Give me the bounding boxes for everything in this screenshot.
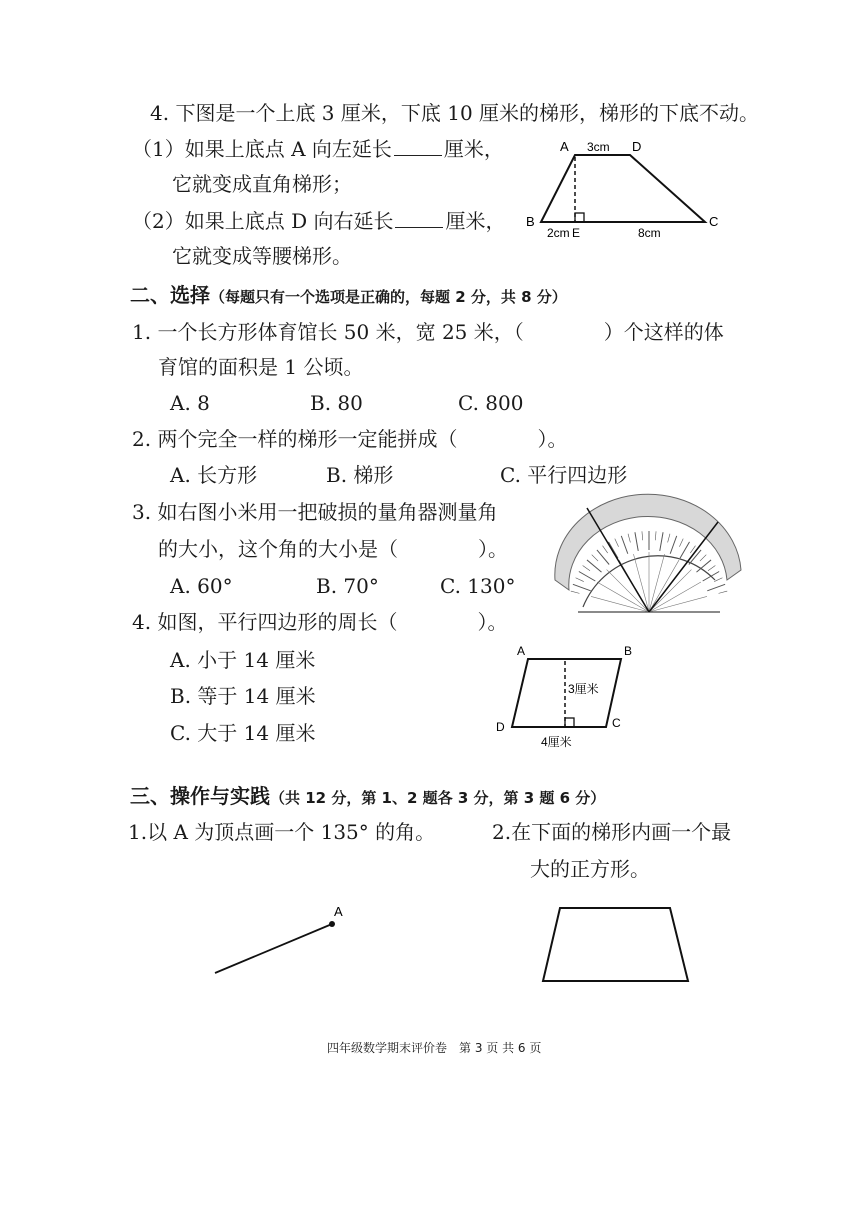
s2-q4-line1: 4. 如图，平行四边形的周长（ ）。 bbox=[132, 610, 508, 634]
s2-q2-opt-b[interactable]: B. 梯形 bbox=[326, 463, 394, 487]
label-A: A bbox=[560, 139, 569, 154]
s2-q1-line1: 1. 一个长方形体育馆长 50 米，宽 25 米，（ ）个这样的体 bbox=[132, 320, 724, 344]
angle-base-ray bbox=[215, 924, 332, 973]
s2-q4-opt-a[interactable]: A. 小于 14 厘米 bbox=[170, 648, 316, 672]
label-point-A: A bbox=[334, 904, 343, 919]
s2-q2-line1: 2. 两个完全一样的梯形一定能拼成（ ）。 bbox=[132, 427, 568, 451]
q4-part2-cont: 它就变成等腰梯形。 bbox=[172, 244, 352, 268]
q4-part1-text: （1）如果上底点 A 向左延长 bbox=[132, 137, 392, 161]
q4-part2-unit: 厘米， bbox=[445, 209, 506, 233]
s2-q3-opt-b[interactable]: B. 70° bbox=[316, 574, 379, 598]
label-B: B bbox=[526, 214, 535, 229]
s2-q3-opt-a[interactable]: A. 60° bbox=[170, 574, 233, 598]
s2-q1-line2: 育馆的面积是 1 公顷。 bbox=[158, 355, 364, 379]
q4-part1-cont: 它就变成直角梯形； bbox=[172, 172, 352, 196]
s2-q3-opt-c[interactable]: C. 130° bbox=[440, 574, 516, 598]
point-A[interactable] bbox=[329, 921, 335, 927]
s2-q3-line1: 3. 如右图小米用一把破损的量角器测量角 bbox=[132, 500, 498, 524]
s2-q1-opt-a[interactable]: A. 8 bbox=[170, 391, 210, 415]
label-D: D bbox=[632, 139, 642, 154]
label-pA: A bbox=[517, 644, 526, 658]
s2-q4-opt-b[interactable]: B. 等于 14 厘米 bbox=[170, 684, 316, 708]
section3-title: 三、操作与实践 bbox=[130, 784, 270, 808]
label-pD: D bbox=[496, 720, 505, 734]
s3-q2-line2: 大的正方形。 bbox=[530, 857, 650, 881]
trapezoid-drawing-area[interactable] bbox=[543, 908, 688, 981]
s3-q1: 1.以 A 为顶点画一个 135° 的角。 bbox=[128, 820, 436, 844]
label-pB: B bbox=[624, 644, 633, 658]
s2-q2-opt-c[interactable]: C. 平行四边形 bbox=[500, 463, 628, 487]
s2-q1-opt-b[interactable]: B. 80 bbox=[310, 391, 363, 415]
section2-note: （每题只有一个选项是正确的，每题 2 分，共 8 分） bbox=[210, 288, 567, 306]
label-height: 3厘米 bbox=[568, 682, 599, 696]
section2-title: 二、选择 bbox=[130, 283, 210, 307]
s2-q2-opt-a[interactable]: A. 长方形 bbox=[170, 463, 258, 487]
s2-q4-opt-c[interactable]: C. 大于 14 厘米 bbox=[170, 721, 316, 745]
label-3cm: 3cm bbox=[587, 140, 610, 154]
s2-q1-opt-c[interactable]: C. 800 bbox=[458, 391, 524, 415]
s2-q3-line2: 的大小，这个角的大小是（ ）。 bbox=[158, 537, 508, 561]
q4-part2-text: （2）如果上底点 D 向右延长 bbox=[132, 209, 394, 233]
label-base: 4厘米 bbox=[541, 735, 572, 749]
label-E: E bbox=[572, 226, 581, 240]
q4-part1-unit: 厘米， bbox=[443, 137, 504, 161]
label-pC: C bbox=[612, 716, 621, 730]
page-footer: 四年级数学期末评价卷 第 3 页 共 6 页 bbox=[327, 1041, 542, 1055]
q4-stem: 4. 下图是一个上底 3 厘米，下底 10 厘米的梯形，梯形的下底不动。 bbox=[150, 101, 760, 125]
section3-note: （共 12 分，第 1、2 题各 3 分，第 3 题 6 分） bbox=[270, 789, 606, 807]
label-C: C bbox=[709, 214, 719, 229]
label-2cm: 2cm bbox=[547, 226, 570, 240]
label-8cm: 8cm bbox=[638, 226, 661, 240]
s3-q2-line1: 2.在下面的梯形内画一个最 bbox=[492, 820, 732, 844]
